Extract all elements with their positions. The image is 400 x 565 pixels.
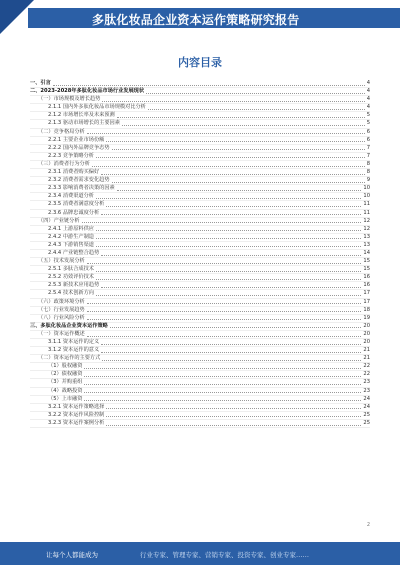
report-header [0, 0, 400, 40]
toc-entry-title: （3）并购重组 [48, 379, 83, 386]
toc-entry-title: 2.5.3 新技术应用趋势 [48, 282, 100, 289]
toc-entry-page: 8 [366, 169, 370, 176]
toc-leader-dots [148, 109, 365, 110]
toc-leader-dots [87, 319, 362, 320]
toc-entry-title: （一）市场规模及增长趋势 [38, 96, 101, 103]
toc-entry[interactable] [30, 388, 370, 396]
toc-leader-dots [101, 174, 365, 175]
toc-leader-dots [117, 190, 362, 191]
toc-entry-title: 2.4.2 中游生产制造 [48, 233, 94, 240]
toc-entry[interactable] [30, 137, 370, 145]
toc-leader-dots [96, 271, 361, 272]
toc-entry[interactable] [30, 161, 370, 169]
toc-entry-title: 三、多肽化妆品企业资本运作策略 [30, 322, 108, 329]
toc-entry-page: 9 [366, 177, 370, 184]
toc-entry[interactable] [30, 420, 370, 428]
toc-entry-title: （八）行业风险分析 [38, 314, 85, 321]
toc-leader-dots [106, 408, 361, 409]
toc-leader-dots [106, 425, 361, 426]
toc-leader-dots [112, 182, 365, 183]
toc-entry-page: 4 [366, 88, 370, 95]
toc-leader-dots [96, 279, 361, 280]
footer-tagline: 行业专家、管理专家、营销专家、投资专家、创业专家…… [140, 551, 309, 559]
toc-entry-title: 3.1.2 资本运作的意义 [48, 347, 100, 354]
toc-leader-dots [84, 376, 361, 377]
toc-leader-dots [106, 141, 364, 142]
toc-leader-dots [87, 311, 362, 312]
toc-entry-page: 12 [363, 225, 370, 232]
toc-entry-page: 7 [366, 152, 370, 159]
toc-entry-page: 24 [363, 403, 370, 410]
toc-entry-page: 6 [366, 128, 370, 135]
toc-entry-title: 2.3.2 消费者需求变化趋势 [48, 177, 110, 184]
toc-leader-dots [82, 222, 362, 223]
toc-entry[interactable] [30, 226, 370, 234]
toc-leader-dots [106, 206, 361, 207]
toc-entry-title: （二）竞争格局分析 [38, 128, 85, 135]
toc-entry-title: 2.3.6 品牌忠诚度分析 [48, 209, 100, 216]
toc-entry-page: 21 [363, 355, 370, 362]
toc-entry-title: （4）战略投资 [48, 387, 83, 394]
toc-entry[interactable] [30, 299, 370, 307]
toc-leader-dots [96, 238, 361, 239]
toc-leader-dots [84, 400, 361, 401]
toc-leader-dots [106, 416, 361, 417]
toc-entry-title: （五）技术发展分析 [38, 258, 85, 265]
toc-leader-dots [87, 336, 362, 337]
toc-entry[interactable] [30, 242, 370, 250]
toc-entry-title: （1）股权融资 [48, 363, 83, 370]
toc-leader-dots [87, 133, 365, 134]
toc-leader-dots [101, 344, 361, 345]
toc-entry-page: 4 [366, 80, 370, 86]
toc-entry-page: 25 [363, 411, 370, 418]
toc-entry-page: 5 [366, 112, 370, 119]
toc-entry-page: 16 [363, 282, 370, 289]
page-footer [0, 542, 400, 565]
toc-entry-page: 4 [366, 104, 370, 111]
toc-entry-page: 19 [363, 314, 370, 321]
toc-entry-page: 20 [363, 339, 370, 345]
toc-leader-dots [102, 101, 364, 102]
toc-entry-title: 3.1.1 资本运作的定义 [48, 339, 100, 345]
toc-entry-title: （四）产业链分析 [38, 217, 80, 224]
toc-entry-title: 2.4.4 产业链整合趋势 [48, 249, 100, 256]
toc-heading: 内容目录 [178, 56, 222, 69]
toc-entry-page: 6 [366, 136, 370, 143]
toc-entry-page: 16 [363, 274, 370, 281]
toc-entry-title: 一、引言 [30, 80, 51, 86]
toc-leader-dots [102, 360, 361, 361]
toc-entry-title: （二）资本运作的主要方式 [38, 355, 101, 362]
toc-entry[interactable] [30, 290, 370, 298]
toc-entry-title: 2.3.4 消费渠道分析 [48, 193, 94, 200]
toc-entry-page: 23 [363, 387, 370, 394]
toc-entry[interactable] [30, 331, 370, 339]
page-number: 2 [366, 522, 370, 528]
toc-entry[interactable] [30, 379, 370, 387]
toc-entry-title: （七）行业发展趋势 [38, 306, 85, 313]
toc-entry-page: 20 [363, 330, 370, 337]
toc-entry[interactable] [30, 145, 370, 153]
toc-entry-page: 15 [363, 258, 370, 265]
toc-entry[interactable] [30, 404, 370, 412]
toc-entry-page: 12 [363, 217, 370, 224]
toc-entry[interactable] [30, 120, 370, 128]
toc-entry[interactable] [30, 323, 370, 331]
toc-entry-page: 10 [363, 185, 370, 192]
toc-entry-title: 2.1.2 市场增长率及未来预测 [48, 112, 115, 119]
toc-leader-dots [110, 327, 362, 328]
toc-entry-page: 14 [363, 249, 370, 256]
toc-entry-page: 4 [366, 96, 370, 103]
toc-entry-title: 2.5.4 技术创新方向 [48, 290, 94, 297]
toc-leader-dots [101, 255, 361, 256]
toc-entry-page: 21 [363, 347, 370, 354]
toc-entry[interactable] [30, 396, 370, 404]
toc-entry-title: 2.1.1 国内外多肽化妆品市场规模对比分析 [48, 104, 146, 111]
toc-leader-dots [92, 166, 365, 167]
toc-leader-dots [87, 263, 362, 264]
toc-leader-dots [96, 230, 361, 231]
toc-entry-page: 11 [363, 201, 370, 208]
toc-entry-title: 3.2.2 资本运作风险控制 [48, 411, 105, 418]
toc-entry-page: 18 [363, 306, 370, 313]
toc-entry[interactable] [30, 234, 370, 242]
toc-entry-title: 2.3.1 消费者购买偏好 [48, 169, 100, 176]
toc-entry-title: 3.2.1 资本运作策略选择 [48, 403, 105, 410]
toc-entry-title: （2）债权融资 [48, 371, 83, 378]
toc-entry-title: 2.3.5 消费者满意度分析 [48, 201, 105, 208]
toc-entry-title: （一）资本运作概述 [38, 330, 85, 337]
toc-leader-dots [87, 303, 362, 304]
toc-leader-dots [117, 117, 365, 118]
toc-entry-page: 5 [366, 120, 370, 127]
toc-leader-dots [96, 157, 365, 158]
toc-entry-page: 22 [363, 371, 370, 378]
toc-entry-title: 3.2.3 资本运作案例分析 [48, 419, 105, 426]
toc-entry-title: 2.2.2 国内外品牌竞争态势 [48, 144, 110, 151]
toc-entry[interactable] [30, 153, 370, 161]
toc-leader-dots [96, 198, 361, 199]
toc-entry-page: 17 [363, 298, 370, 305]
toc-entry[interactable] [30, 258, 370, 266]
toc-entry-page: 13 [363, 233, 370, 240]
toc-entry[interactable] [30, 412, 370, 420]
toc-entry-page: 10 [363, 193, 370, 200]
toc-leader-dots [101, 287, 361, 288]
toc-leader-dots [84, 384, 361, 385]
toc-entry[interactable] [30, 347, 370, 355]
toc-entry-title: 2.3.3 影响消费者决策的因素 [48, 185, 115, 192]
toc-entry-page: 13 [363, 241, 370, 248]
toc-entry-page: 25 [363, 419, 370, 426]
toc-entry-title: 二、2023-2028年多肽化妆品市场行业发展现状 [30, 88, 145, 95]
toc-entry[interactable] [30, 169, 370, 177]
toc-entry-title: 2.5.2 功效评价技术 [48, 274, 94, 281]
toc-entry[interactable] [30, 307, 370, 315]
toc-leader-dots [96, 295, 361, 296]
toc-entry-page: 24 [363, 395, 370, 402]
toc-entry-page: 17 [363, 290, 370, 297]
toc-entry[interactable] [30, 201, 370, 209]
toc-entry-page: 20 [363, 322, 370, 329]
toc-entry-page: 23 [363, 379, 370, 386]
toc-entry[interactable] [30, 218, 370, 226]
toc-entry-title: 2.4.1 上游原料供应 [48, 225, 94, 232]
toc-leader-dots [122, 125, 365, 126]
toc-leader-dots [112, 149, 365, 150]
toc-entry[interactable] [30, 88, 370, 96]
toc-entry-title: 2.5.1 多肽合成技术 [48, 266, 94, 273]
toc-entry[interactable] [30, 339, 370, 347]
toc-leader-dots [146, 93, 365, 94]
toc-leader-dots [84, 368, 361, 369]
footer-slogan: 让每个人都能成为 [46, 551, 98, 559]
toc-entry-title: 2.2.1 主要企业市场份额 [48, 136, 105, 143]
toc-entry[interactable] [30, 250, 370, 258]
toc-entry-title: 2.2.3 竞争策略分析 [48, 152, 94, 159]
toc-entry-title: （六）政策环境分析 [38, 298, 85, 305]
toc-entry[interactable] [30, 177, 370, 185]
toc-entry[interactable] [30, 80, 370, 88]
toc-entry-title: （5）上市融资 [48, 395, 83, 402]
toc-entry[interactable] [30, 210, 370, 218]
toc-entry-title: （三）消费者行为分析 [38, 160, 90, 167]
toc-entry-title: 2.4.3 下游销售渠道 [48, 241, 94, 248]
toc-entry-page: 15 [363, 266, 370, 273]
toc-entry[interactable] [30, 315, 370, 323]
report-title: 多肽化妆品企业资本运作策略研究报告 [92, 13, 300, 27]
toc-leader-dots [84, 392, 361, 393]
toc-leader-dots [101, 214, 361, 215]
table-of-contents [30, 80, 370, 428]
toc-leader-dots [53, 85, 365, 86]
toc-entry-page: 7 [366, 144, 370, 151]
toc-entry-page: 22 [363, 363, 370, 370]
toc-entry-page: 11 [363, 209, 370, 216]
toc-leader-dots [96, 246, 361, 247]
toc-entry[interactable] [30, 129, 370, 137]
toc-leader-dots [101, 352, 361, 353]
toc-entry-page: 8 [366, 160, 370, 167]
toc-entry-title: 2.1.3 驱动市场增长的主要因素 [48, 120, 120, 127]
